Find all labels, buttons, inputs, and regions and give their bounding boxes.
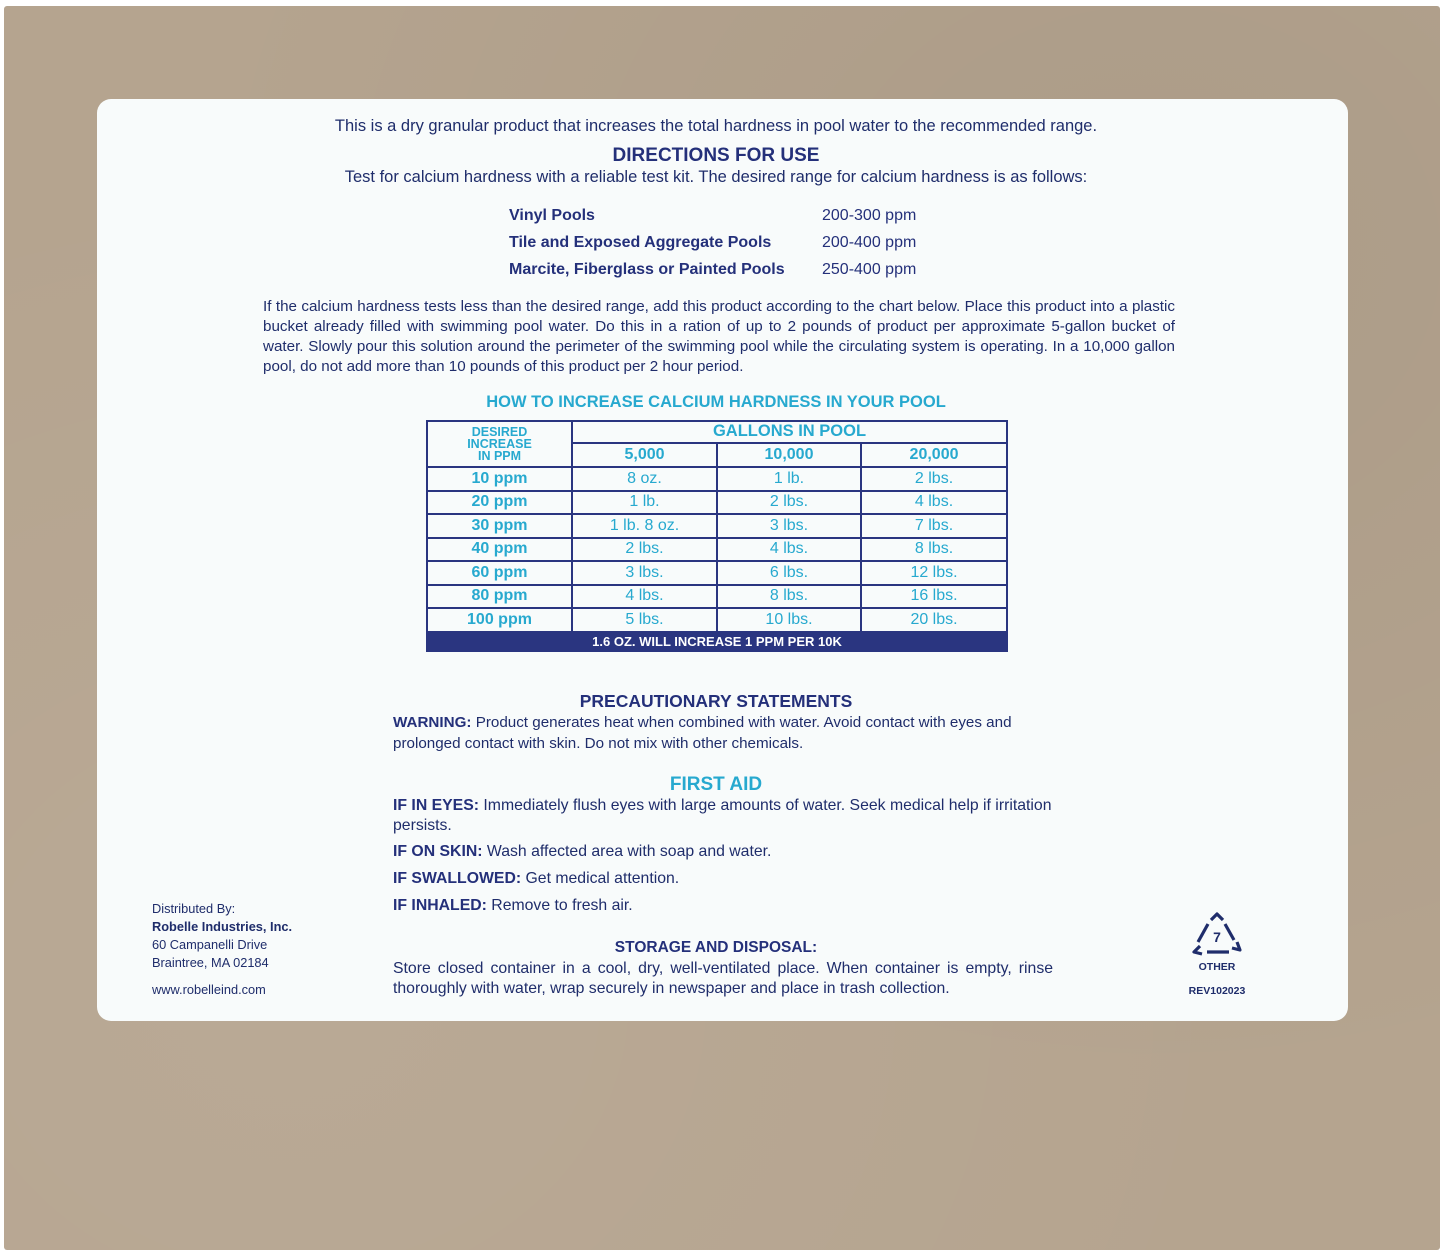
table-cell: 8 oz. xyxy=(572,467,717,491)
first-aid-inhaled xyxy=(393,896,1053,916)
table-row xyxy=(427,467,1007,491)
table-cell: 5 lbs. xyxy=(572,608,717,632)
row-ppm: 40 ppm xyxy=(427,538,572,562)
distributor-company: Robelle Industries, Inc. xyxy=(152,919,293,934)
directions-paragraph: If the calcium hardness tests less than the desired range, add this product according to the chart below. Place this product into a plastic bucket already filled with swimming pool water. Do this in a ration of up to 2 pounds of product per approximate 5-gallon bucket of water. Slowly pour this solution around the perimeter of the swimming pool while the circulating system is operating. In a 10,000 gallon pool, do not add more than 10 pounds of this product per 2 hour period. xyxy=(263,298,1175,375)
distributor-website: www.robelleind.com xyxy=(152,982,266,997)
table-cell: 2 lbs. xyxy=(717,491,861,515)
table-title: HOW TO INCREASE CALCIUM HARDNESS IN YOUR POOL xyxy=(486,393,946,411)
table-cell: 2 lbs. xyxy=(572,538,717,562)
range-name-tile: Tile and Exposed Aggregate Pools xyxy=(509,234,772,251)
precautionary-heading: PRECAUTIONARY STATEMENTS xyxy=(579,691,853,711)
warning-label: WARNING: xyxy=(393,714,472,731)
first-aid-skin xyxy=(393,842,1053,862)
first-aid-text: Get medical attention. xyxy=(521,870,680,887)
range-name-marcite: Marcite, Fiberglass or Painted Pools xyxy=(509,261,785,278)
hardness-table xyxy=(426,420,1008,652)
range-value-tile: 200-400 ppm xyxy=(822,234,917,251)
warning-body: Product generates heat when combined with water. Avoid contact with eyes and prolonged contact with skin. Do not mix with other chemicals. xyxy=(393,714,1012,752)
distributor-block xyxy=(152,900,292,972)
desired-header-line-3: IN PPM xyxy=(477,449,522,463)
table-cell: 12 lbs. xyxy=(861,561,1007,585)
table-cell: 2 lbs. xyxy=(861,467,1007,491)
first-aid-text: Wash affected area with soap and water. xyxy=(482,843,772,860)
first-aid-heading: FIRST AID xyxy=(669,774,763,795)
range-value-marcite: 250-400 ppm xyxy=(822,261,917,278)
row-ppm: 30 ppm xyxy=(427,514,572,538)
directions-subtitle: Test for calcium hardness with a reliable test kit. The desired range for calcium hardness is as follows: xyxy=(344,168,1088,186)
first-aid-text: Immediately flush eyes with large amounts of water. Seek medical help if irritation persists. xyxy=(393,797,1052,834)
table-row xyxy=(427,608,1007,632)
desired-header-line-1: DESIRED xyxy=(471,425,528,439)
desired-header-line-2: INCREASE xyxy=(467,437,532,451)
first-aid-label: IF SWALLOWED: xyxy=(393,870,522,887)
table-cell: 10 lbs. xyxy=(717,608,861,632)
table-row xyxy=(427,561,1007,585)
cardboard-box xyxy=(4,6,1440,1250)
directions-heading: DIRECTIONS FOR USE xyxy=(612,145,820,166)
desired-increase-header xyxy=(427,421,572,467)
product-label xyxy=(97,99,1348,1021)
table-cell: 3 lbs. xyxy=(572,561,717,585)
storage-heading: STORAGE AND DISPOSAL: xyxy=(614,939,818,956)
table-cell: 20 lbs. xyxy=(861,608,1007,632)
table-cell: 16 lbs. xyxy=(861,585,1007,609)
table-row xyxy=(427,585,1007,609)
table-row xyxy=(427,538,1007,562)
row-ppm: 100 ppm xyxy=(427,608,572,632)
revision-code: REV102023 xyxy=(1188,985,1246,997)
table-cell: 8 lbs. xyxy=(717,585,861,609)
table-row xyxy=(427,514,1007,538)
column-header-10000: 10,000 xyxy=(717,443,861,467)
table-row xyxy=(427,491,1007,515)
column-header-20000: 20,000 xyxy=(861,443,1007,467)
recycle-category: OTHER xyxy=(1198,961,1236,973)
table-cell: 1 lb. xyxy=(572,491,717,515)
table-cell: 7 lbs. xyxy=(861,514,1007,538)
table-cell: 4 lbs. xyxy=(861,491,1007,515)
range-name-vinyl: Vinyl Pools xyxy=(509,207,595,224)
row-ppm: 10 ppm xyxy=(427,467,572,491)
row-ppm: 20 ppm xyxy=(427,491,572,515)
first-aid-swallowed xyxy=(393,869,1053,889)
table-cell: 8 lbs. xyxy=(861,538,1007,562)
storage-text: Store closed container in a cool, dry, well-ventilated place. When container is empty, rinse thoroughly with water, wrap securely in newspaper and place in trash collection. xyxy=(393,960,1053,997)
recycle-number: 7 xyxy=(1213,929,1221,945)
recycle-icon xyxy=(1189,912,1245,958)
distributor-label: Distributed By: xyxy=(152,901,236,916)
first-aid-label: IF IN EYES: xyxy=(393,797,480,814)
table-footer: 1.6 OZ. WILL INCREASE 1 PPM PER 10K xyxy=(427,632,1007,651)
table-cell: 6 lbs. xyxy=(717,561,861,585)
warning-text xyxy=(393,712,1053,754)
intro-text: This is a dry granular product that increases the total hardness in pool water to the recommended range. xyxy=(334,117,1098,135)
distributor-city: Braintree, MA 02184 xyxy=(152,955,269,970)
table-cell: 3 lbs. xyxy=(717,514,861,538)
range-value-vinyl: 200-300 ppm xyxy=(822,207,917,224)
first-aid-label: IF ON SKIN: xyxy=(393,843,483,860)
table-cell: 1 lb. 8 oz. xyxy=(572,514,717,538)
first-aid-label: IF INHALED: xyxy=(393,897,487,914)
first-aid-eyes xyxy=(393,796,1053,836)
gallons-header: GALLONS IN POOL xyxy=(572,421,1007,443)
distributor-street: 60 Campanelli Drive xyxy=(152,937,268,952)
column-header-5000: 5,000 xyxy=(572,443,717,467)
table-cell: 4 lbs. xyxy=(572,585,717,609)
row-ppm: 60 ppm xyxy=(427,561,572,585)
row-ppm: 80 ppm xyxy=(427,585,572,609)
table-cell: 1 lb. xyxy=(717,467,861,491)
first-aid-text: Remove to fresh air. xyxy=(486,897,633,914)
table-cell: 4 lbs. xyxy=(717,538,861,562)
